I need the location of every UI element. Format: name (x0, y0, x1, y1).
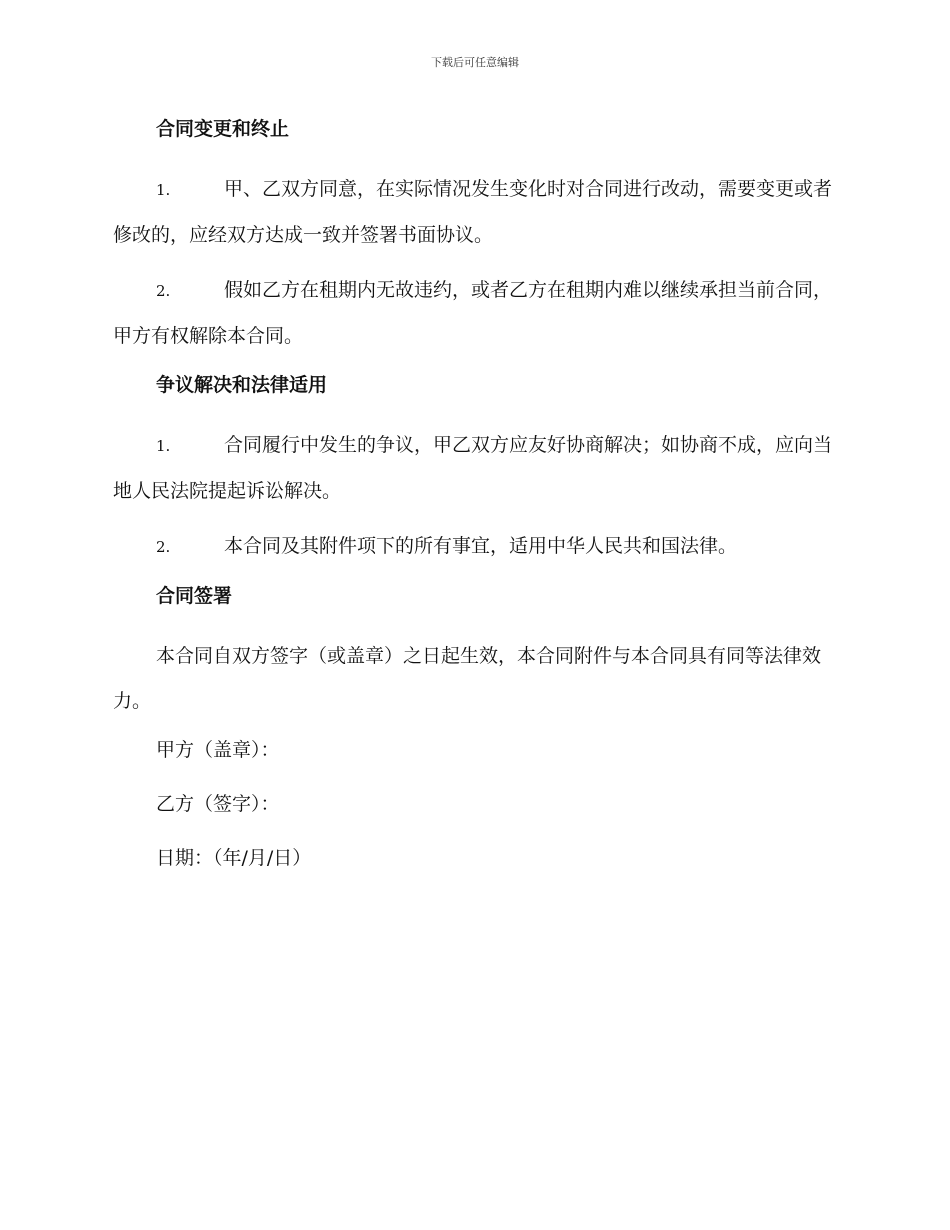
change-item-1 (113, 167, 835, 258)
date-line: 日期：（年/月/日） (156, 847, 312, 869)
item-number: 2. (156, 538, 171, 556)
item-number: 2. (156, 282, 171, 300)
item-text: 假如乙方在租期内无故违约，或者乙方在租期内难以继续承担当前合同，甲方有权解除本合同。 (113, 279, 833, 347)
change-item-2 (113, 268, 835, 359)
item-text: 本合同及其附件项下的所有事宜，适用中华人民共和国法律。 (224, 535, 738, 557)
item-text: 甲、乙双方同意，在实际情况发生变化时对合同进行改动，需要变更或者修改的，应经双方达成一致并签署书面协议。 (113, 178, 833, 246)
signing-body: 本合同自双方签字（或盖章）之日起生效，本合同附件与本合同具有同等法律效力。 (113, 645, 822, 712)
item-number: 1. (156, 181, 171, 199)
section-heading-change: 合同变更和终止 (156, 118, 290, 140)
section-heading-dispute: 争议解决和法律适用 (156, 374, 328, 396)
party-a-seal-line: 甲方（盖章）： (156, 739, 280, 761)
item-text: 合同履行中发生的争议，甲乙双方应友好协商解决；如协商不成，应向当地人民法院提起诉讼解决。 (113, 434, 833, 502)
item-number: 1. (156, 437, 171, 455)
document-body (113, 113, 835, 896)
party-b-sign-line: 乙方（签字）： (156, 793, 280, 815)
dispute-item-1 (113, 423, 835, 514)
dispute-item-2 (113, 524, 835, 570)
page-header: 下载后可任意编辑 (431, 56, 519, 69)
section-heading-signing: 合同签署 (156, 585, 233, 607)
